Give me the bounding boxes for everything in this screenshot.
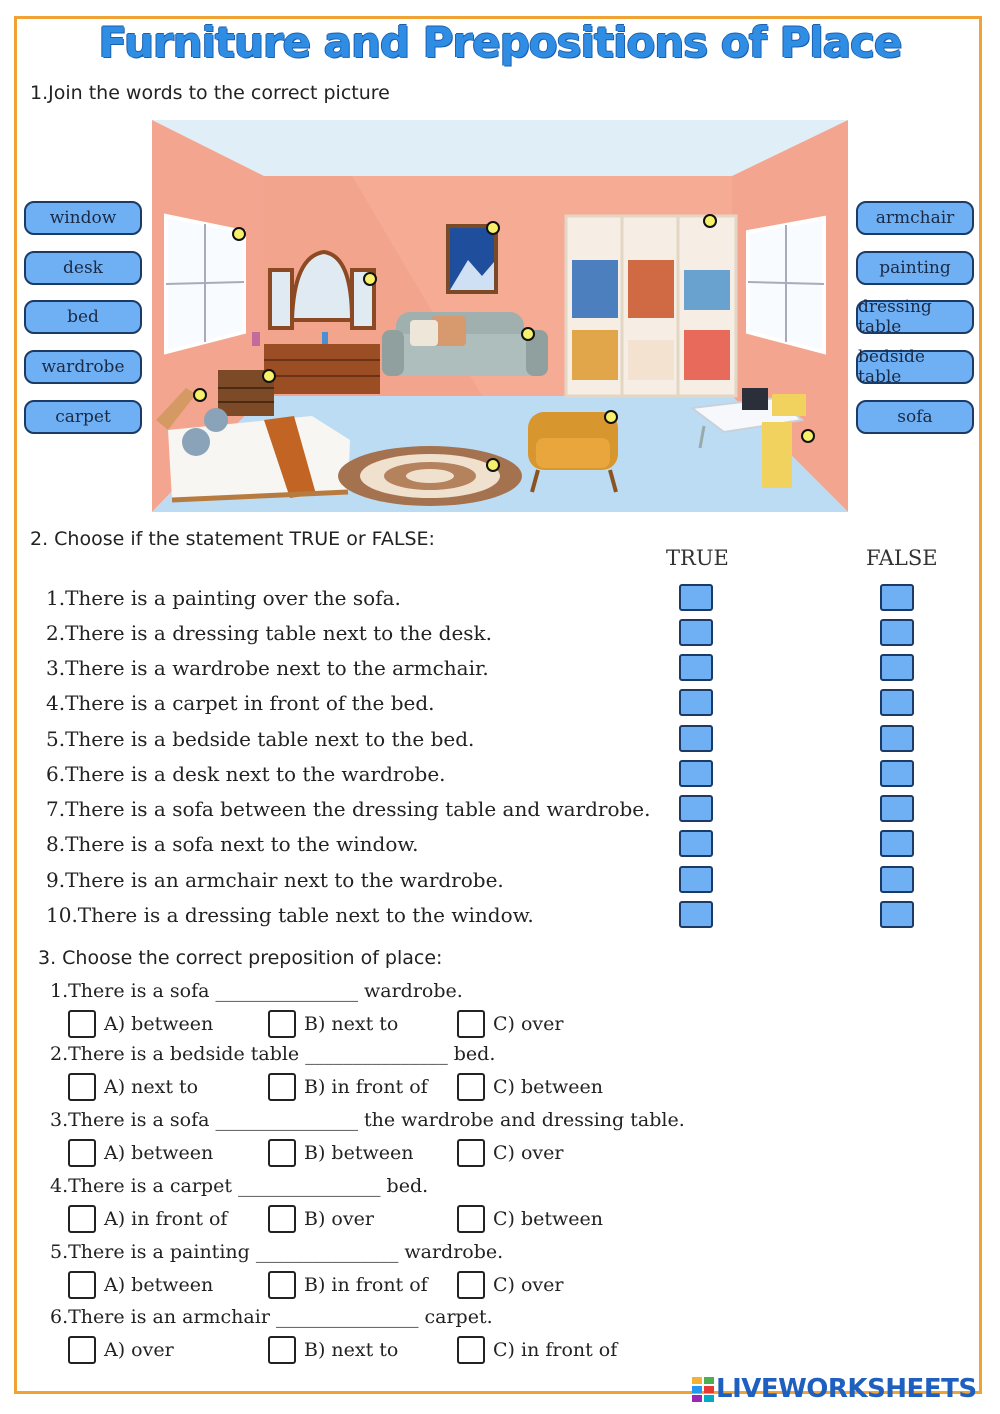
option-label: B) between <box>304 1142 414 1164</box>
true-checkbox[interactable] <box>679 689 713 716</box>
true-checkbox[interactable] <box>679 654 713 681</box>
question: 2.There is a bedside table _______________ bed. <box>50 1043 496 1065</box>
option-label: B) next to <box>304 1013 399 1035</box>
option-b[interactable] <box>268 1271 428 1299</box>
option-checkbox[interactable] <box>457 1336 485 1364</box>
option-a[interactable] <box>68 1336 174 1364</box>
word-carpet[interactable]: carpet <box>24 400 142 434</box>
true-checkbox[interactable] <box>679 725 713 752</box>
true-checkbox[interactable] <box>679 619 713 646</box>
option-b[interactable] <box>268 1139 413 1167</box>
true-checkbox[interactable] <box>679 584 713 611</box>
word-armchair[interactable]: armchair <box>856 201 974 235</box>
option-checkbox[interactable] <box>268 1271 296 1299</box>
option-checkbox[interactable] <box>68 1336 96 1364</box>
option-b[interactable] <box>268 1073 428 1101</box>
option-a[interactable] <box>68 1010 213 1038</box>
false-checkbox[interactable] <box>880 760 914 787</box>
statement: 7.There is a sofa between the dressing table and wardrobe. <box>46 797 651 821</box>
brand-logo <box>692 1374 977 1404</box>
option-c[interactable] <box>457 1073 603 1101</box>
true-checkbox[interactable] <box>679 795 713 822</box>
option-label: B) over <box>304 1208 374 1230</box>
sofa-art <box>382 312 548 376</box>
word-painting[interactable]: painting <box>856 251 974 285</box>
option-label: A) between <box>104 1013 214 1035</box>
option-a[interactable] <box>68 1205 227 1233</box>
option-label: B) next to <box>304 1339 399 1361</box>
word-wardrobe[interactable]: wardrobe <box>24 350 142 384</box>
right-window <box>748 218 824 352</box>
true-checkbox[interactable] <box>679 866 713 893</box>
match-dot-bed[interactable] <box>194 389 206 401</box>
true-checkbox[interactable] <box>679 830 713 857</box>
question: 3.There is a sofa _______________ the wardrobe and dressing table. <box>50 1109 685 1131</box>
true-column-label: TRUE <box>666 546 729 570</box>
option-label: B) in front of <box>304 1076 428 1098</box>
option-checkbox[interactable] <box>457 1205 485 1233</box>
statement: 8.There is a sofa next to the window. <box>46 832 419 856</box>
painting-art <box>446 224 498 294</box>
option-label: A) between <box>104 1142 214 1164</box>
match-dot-desk[interactable] <box>802 430 814 442</box>
match-dot-dressing-table[interactable] <box>364 273 376 285</box>
option-a[interactable] <box>68 1139 213 1167</box>
word-bed[interactable]: bed <box>24 300 142 334</box>
option-checkbox[interactable] <box>68 1010 96 1038</box>
statement: 2.There is a dressing table next to the desk. <box>46 621 493 645</box>
option-c[interactable] <box>457 1271 564 1299</box>
option-checkbox[interactable] <box>68 1073 96 1101</box>
option-checkbox[interactable] <box>268 1336 296 1364</box>
option-label: B) in front of <box>304 1274 428 1296</box>
option-a[interactable] <box>68 1271 213 1299</box>
page-title: Furniture and Prepositions of Place <box>98 18 902 67</box>
word-sofa[interactable]: sofa <box>856 400 974 434</box>
match-dot-sofa[interactable] <box>522 328 534 340</box>
option-c[interactable] <box>457 1336 617 1364</box>
false-checkbox[interactable] <box>880 584 914 611</box>
question: 5.There is a painting _______________ wardrobe. <box>50 1241 504 1263</box>
false-checkbox[interactable] <box>880 619 914 646</box>
statement: 6.There is a desk next to the wardrobe. <box>46 762 446 786</box>
false-checkbox[interactable] <box>880 725 914 752</box>
option-b[interactable] <box>268 1010 398 1038</box>
match-dot-bedside-table[interactable] <box>263 370 275 382</box>
option-checkbox[interactable] <box>457 1073 485 1101</box>
question: 4.There is a carpet _______________ bed. <box>50 1175 429 1197</box>
option-b[interactable] <box>268 1336 398 1364</box>
option-checkbox[interactable] <box>268 1010 296 1038</box>
option-checkbox[interactable] <box>457 1010 485 1038</box>
option-checkbox[interactable] <box>268 1205 296 1233</box>
left-window <box>166 216 244 352</box>
option-checkbox[interactable] <box>68 1139 96 1167</box>
option-label: C) in front of <box>493 1339 618 1361</box>
statement: 3.There is a wardrobe next to the armchair. <box>46 656 489 680</box>
question: 1.There is a sofa _______________ wardrobe. <box>50 980 463 1002</box>
option-checkbox[interactable] <box>268 1073 296 1101</box>
option-c[interactable] <box>457 1139 564 1167</box>
word-desk[interactable]: desk <box>24 251 142 285</box>
option-checkbox[interactable] <box>268 1139 296 1167</box>
match-dot-armchair[interactable] <box>605 411 617 423</box>
false-checkbox[interactable] <box>880 654 914 681</box>
option-label: C) over <box>493 1142 564 1164</box>
match-dot-carpet[interactable] <box>487 459 499 471</box>
option-a[interactable] <box>68 1073 198 1101</box>
option-c[interactable] <box>457 1010 564 1038</box>
option-label: A) in front of <box>104 1208 228 1230</box>
word-bedside-table[interactable]: bedside table <box>856 350 974 384</box>
section3-heading: 3. Choose the correct preposition of place: <box>38 947 443 969</box>
match-dot-wardrobe[interactable] <box>704 215 716 227</box>
match-dot-painting[interactable] <box>487 222 499 234</box>
brand-name: LIVEWORKSHEETS <box>716 1374 977 1404</box>
false-checkbox[interactable] <box>880 866 914 893</box>
statement: 1.There is a painting over the sofa. <box>46 586 401 610</box>
option-checkbox[interactable] <box>457 1139 485 1167</box>
word-dressing-table[interactable]: dressing table <box>856 300 974 334</box>
false-checkbox[interactable] <box>880 795 914 822</box>
match-dot-window[interactable] <box>233 228 245 240</box>
option-checkbox[interactable] <box>68 1271 96 1299</box>
option-label: A) over <box>104 1339 174 1361</box>
option-checkbox[interactable] <box>68 1205 96 1233</box>
option-c[interactable] <box>457 1205 603 1233</box>
statement: 10.There is a dressing table next to the window. <box>46 903 534 927</box>
option-label: C) between <box>493 1076 604 1098</box>
option-label: A) next to <box>104 1076 199 1098</box>
option-label: C) over <box>493 1274 564 1296</box>
option-label: A) between <box>104 1274 214 1296</box>
statement: 9.There is an armchair next to the wardrobe. <box>46 868 504 892</box>
option-label: C) between <box>493 1208 604 1230</box>
option-b[interactable] <box>268 1205 374 1233</box>
option-checkbox[interactable] <box>457 1271 485 1299</box>
carpet-art <box>338 446 522 506</box>
word-window[interactable]: window <box>24 201 142 235</box>
false-column-label: FALSE <box>866 546 938 570</box>
section2-heading: 2. Choose if the statement TRUE or FALSE: <box>30 528 435 550</box>
option-label: C) over <box>493 1013 564 1035</box>
true-checkbox[interactable] <box>679 760 713 787</box>
liveworksheets-logo-icon <box>692 1375 716 1403</box>
bedroom-illustration <box>152 120 848 512</box>
statement: 4.There is a carpet in front of the bed. <box>46 691 435 715</box>
false-checkbox[interactable] <box>880 689 914 716</box>
question: 6.There is an armchair _______________ carpet. <box>50 1306 493 1328</box>
section1-heading: 1.Join the words to the correct picture <box>30 82 390 104</box>
false-checkbox[interactable] <box>880 901 914 928</box>
true-checkbox[interactable] <box>679 901 713 928</box>
wardrobe-art <box>566 216 736 396</box>
false-checkbox[interactable] <box>880 830 914 857</box>
statement: 5.There is a bedside table next to the bed. <box>46 727 475 751</box>
